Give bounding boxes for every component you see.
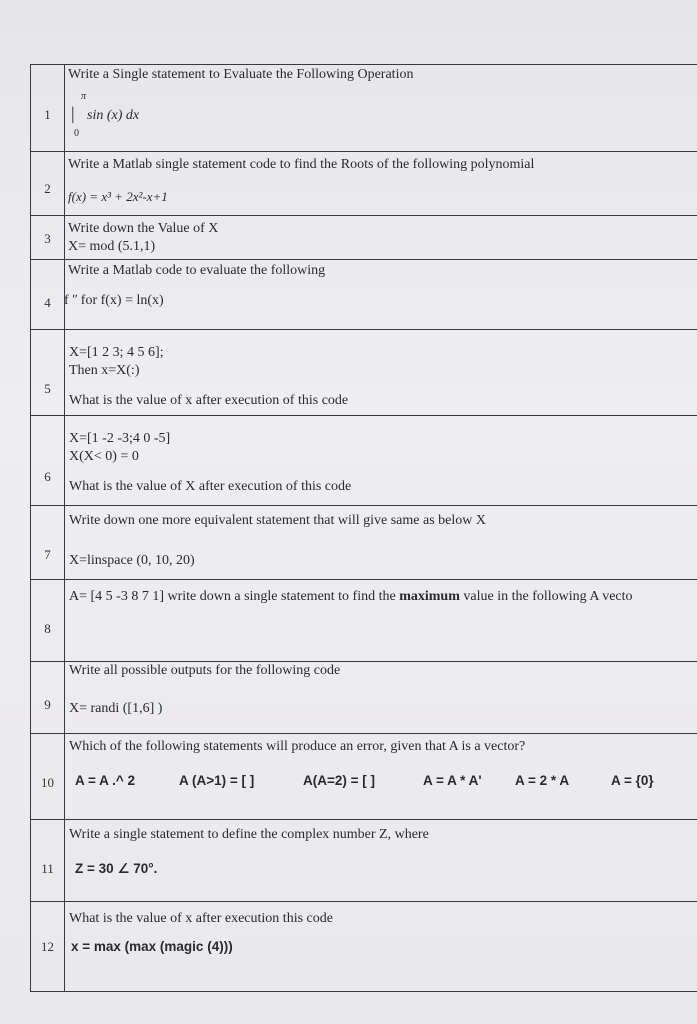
integral-lower-limit: 0 [74, 128, 79, 139]
question-prompt: Write down one more equivalent statement that will give same as below X [69, 513, 486, 528]
option-2: A (A>1) = [ ] [179, 773, 255, 788]
question-row-9 [31, 661, 697, 734]
polynomial-expression: f(x) = x³ + 2x²-x+1 [68, 189, 168, 204]
code-line: f ʺ for f(x) = ln(x) [64, 293, 164, 308]
question-number: 6 [44, 469, 51, 484]
question-prompt: Which of the following statements will produce an error, given that A is a vector? [69, 739, 526, 754]
code-line: X(X< 0) = 0 [69, 449, 139, 464]
code-line: Z = 30 ∠ 70°. [75, 861, 158, 876]
code-line: X= randi ([1,6] ) [69, 701, 163, 716]
question-row-5 [31, 329, 697, 416]
question-table [30, 64, 697, 992]
question-prompt: Write a Single statement to Evaluate the Following Operation [68, 67, 414, 82]
prompt-emphasis: maximum [399, 589, 460, 604]
code-line: X=[1 -2 -3;4 0 -5] [69, 431, 171, 446]
question-prompt: Write a single statement to define the complex number Z, where [69, 827, 429, 842]
question-prompt: Write a Matlab single statement code to find the Roots of the following polynomial [68, 157, 535, 172]
question-number: 1 [44, 107, 51, 122]
question-row-8 [31, 579, 697, 662]
question-number: 11 [41, 861, 54, 876]
prompt-part: value in the following A vecto [459, 589, 633, 604]
question-row-3 [31, 215, 697, 260]
question-number: 9 [44, 697, 51, 712]
option-1: A = A .^ 2 [75, 773, 136, 788]
question-row-1 [31, 65, 697, 152]
question-row-6 [31, 415, 697, 506]
option-5: A = 2 * A [515, 773, 570, 788]
question-number: 5 [44, 381, 51, 396]
question-row-10 [31, 733, 697, 820]
question-number: 8 [44, 621, 51, 636]
question-number: 2 [44, 181, 51, 196]
question-row-2 [31, 151, 697, 216]
question-row-7 [31, 505, 697, 580]
integral-expression: sin (x) dx [87, 108, 140, 123]
integral-upper-limit: π [81, 91, 87, 102]
question-row-12 [31, 901, 697, 991]
code-line: X=linspace (0, 10, 20) [69, 553, 195, 568]
code-line: x = max (max (magic (4))) [71, 939, 233, 954]
question-number: 10 [41, 775, 54, 790]
question-prompt: What is the value of X after execution of this code [69, 479, 352, 494]
code-line: X=[1 2 3; 4 5 6]; [69, 345, 164, 360]
option-6: A = {0} [611, 773, 654, 788]
question-row-4 [31, 259, 697, 330]
question-number: 7 [44, 547, 51, 562]
code-line: X= mod (5.1,1) [68, 239, 156, 254]
question-number: 4 [44, 295, 51, 310]
question-number: 12 [41, 939, 54, 954]
prompt-part: A= [4 5 -3 8 7 1] write down a single statement to find the [69, 589, 400, 604]
question-prompt: Write a Matlab code to evaluate the following [68, 263, 326, 278]
option-3: A(A=2) = [ ] [303, 773, 376, 788]
option-4: A = A * A' [423, 773, 482, 788]
integral-sign-icon: | [71, 103, 75, 123]
question-prompt: Write down the Value of X [68, 221, 219, 236]
question-number: 3 [44, 231, 51, 246]
code-line: Then x=X(:) [69, 363, 140, 378]
question-prompt: What is the value of x after execution of this code [69, 393, 349, 408]
question-prompt [69, 589, 633, 605]
question-prompt: What is the value of x after execution this code [69, 911, 333, 926]
question-row-11 [31, 819, 697, 902]
question-prompt: Write all possible outputs for the following code [69, 663, 341, 678]
